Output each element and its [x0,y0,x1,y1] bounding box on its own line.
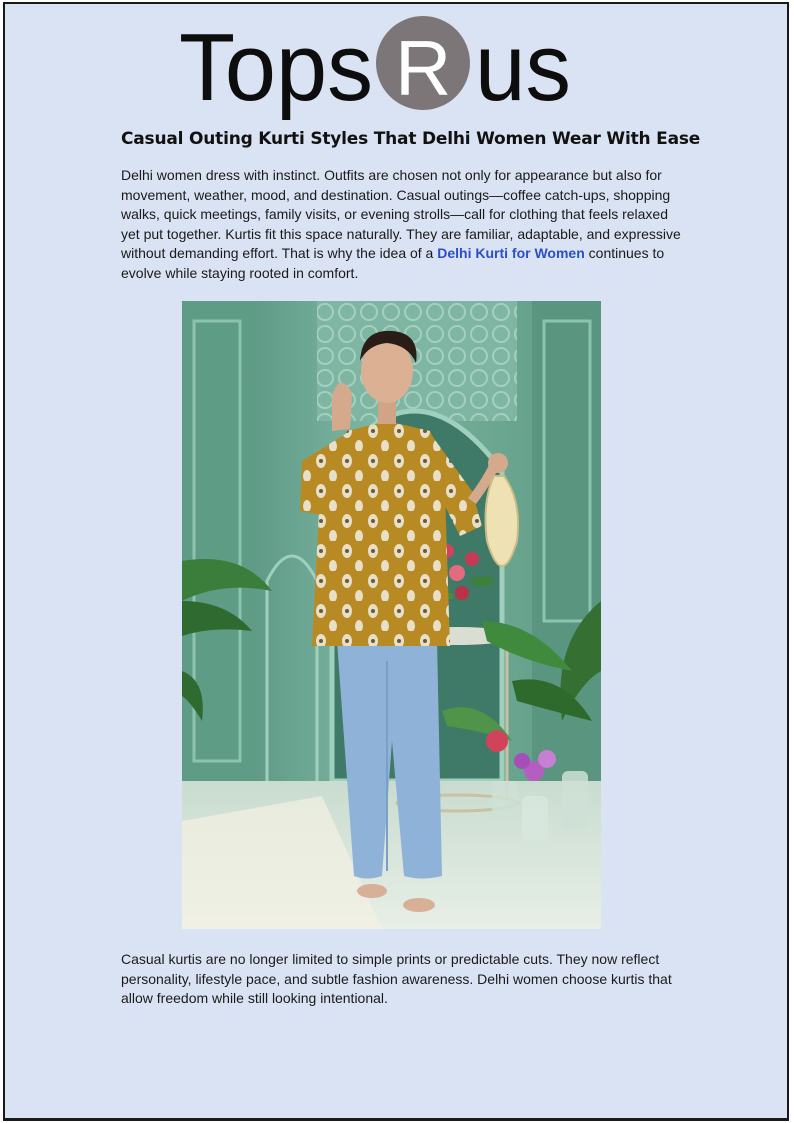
logo-text-tops: Tops [179,14,373,121]
logo-text-us: us [475,14,571,121]
photo-illustration [182,301,601,929]
logo-letter-r: R [395,24,452,112]
intro-text-start: Delhi women dress with instinct. Outfits are chosen not only for appearance but also for movement, weather, mood, and destination. Casual outings—coffee catch-ups, shopping walks, quick meetings, family visits, or evening strolls—call for clothing that feels relaxed yet put together. Kurtis fit this space naturally. They are familiar, adaptable, and expressive without demanding effort. That is why the idea of a [121,167,681,261]
logo-graphic [177,10,577,122]
intro-text-end: continues to evolve while staying rooted in comfort. [121,245,665,281]
topsrus-logo[interactable] [177,10,577,122]
body-paragraph: Casual kurtis are no longer limited to simple prints or predictable cuts. They now reflect personality, lifestyle pace, and subtle fashion awareness. Delhi women choose kurtis that allow freedom while still looking intentional. [121,951,672,1006]
intro-paragraph [121,166,687,283]
article-title: Casual Outing Kurti Styles That Delhi Women Wear With Ease [121,129,701,149]
delhi-kurti-link[interactable]: Delhi Kurti for Women [437,245,585,261]
document-page [3,2,789,1121]
model-in-kurti-photo [182,301,601,929]
